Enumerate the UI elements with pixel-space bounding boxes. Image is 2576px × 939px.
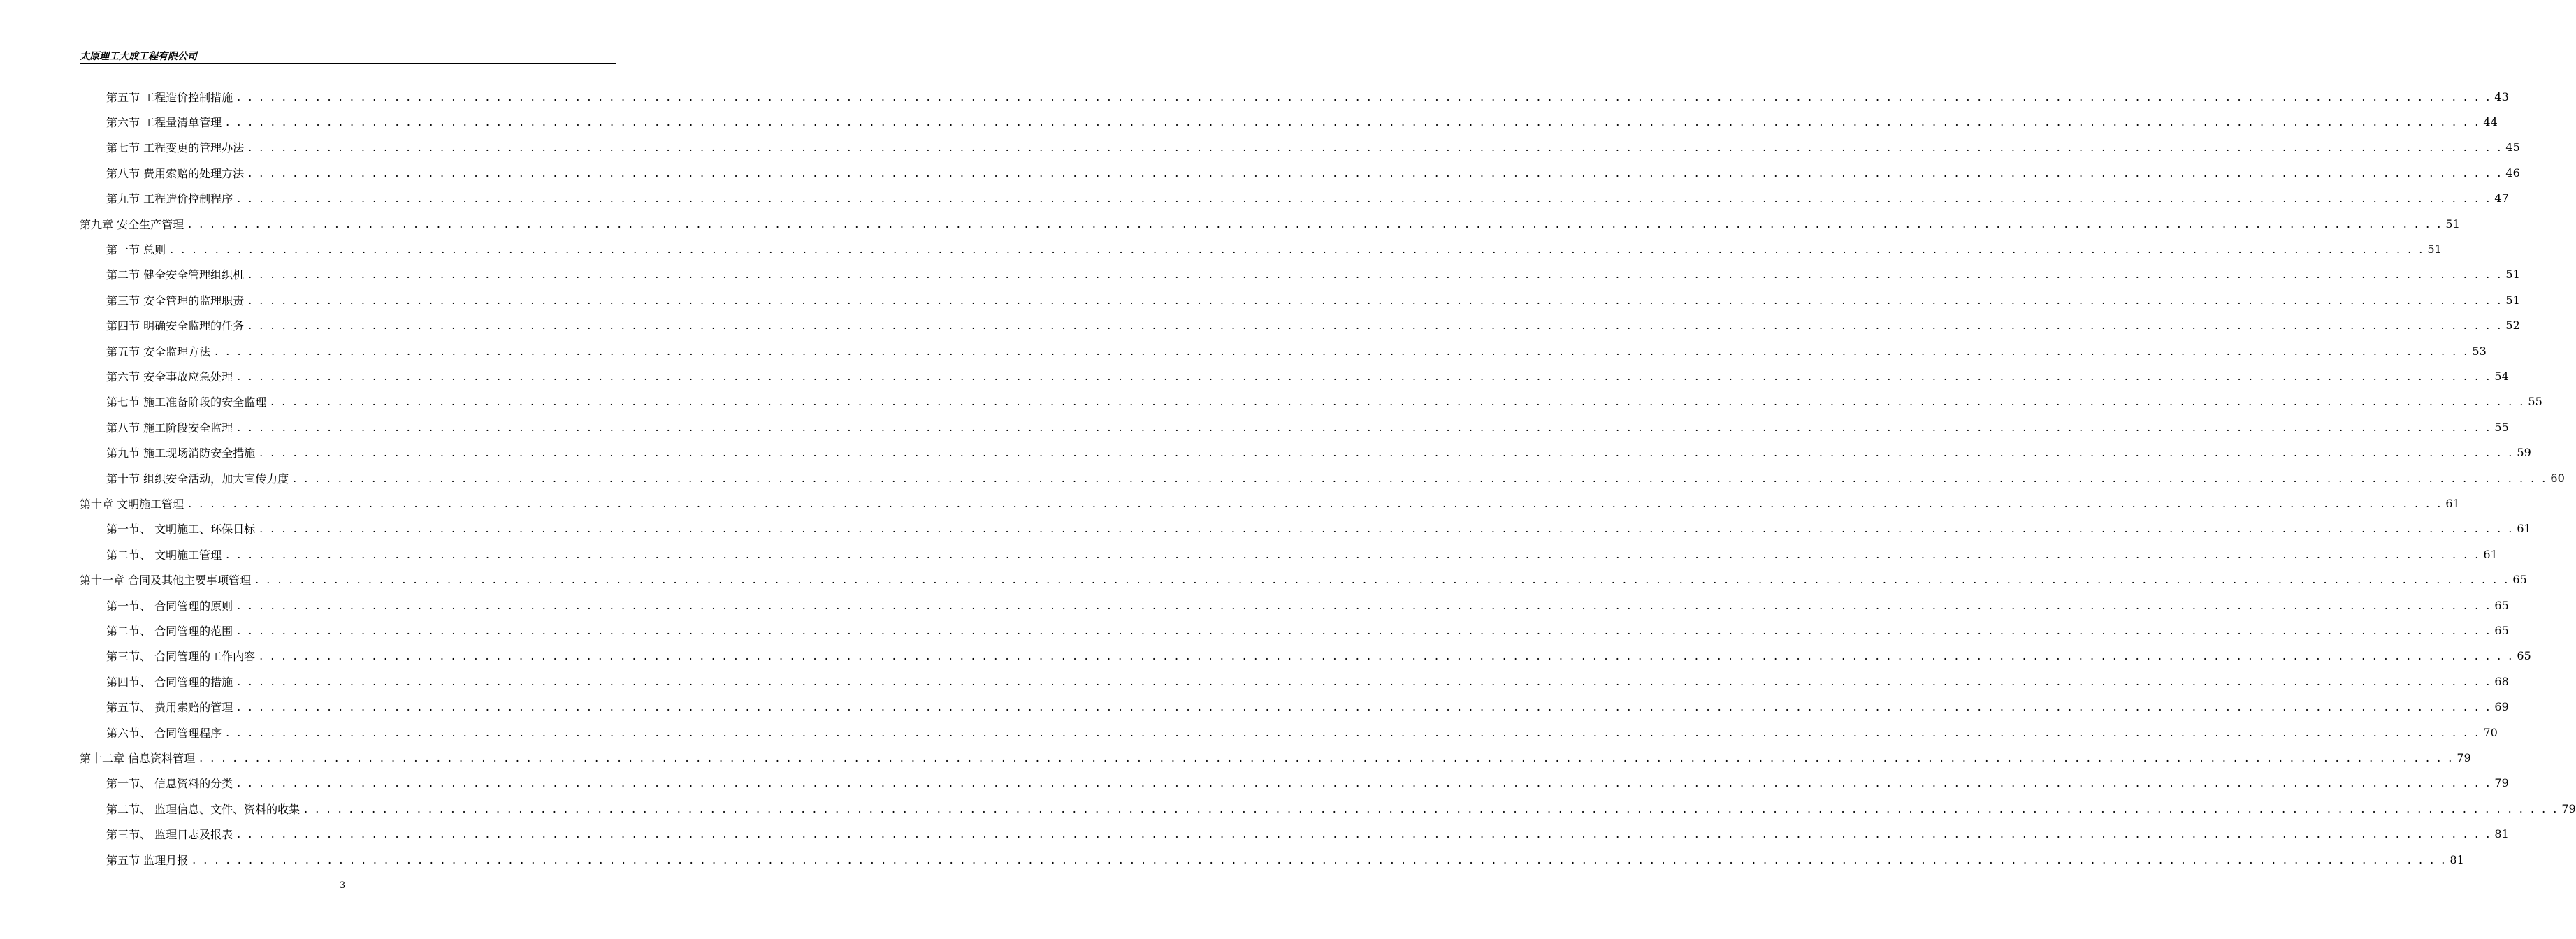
toc-entry[interactable]	[106, 236, 2442, 261]
toc-entry-page: 55	[2528, 395, 2542, 409]
toc-entry-title: 第九章 安全生产管理	[80, 217, 184, 231]
toc-entry-title: 第五节 安全监理方法	[106, 344, 211, 358]
toc-entry-title: 第一节、 合同管理的原则	[106, 599, 233, 613]
toc-entry-page: 47	[2494, 191, 2509, 205]
toc-entry-page: 59	[2517, 446, 2531, 460]
header-company-name: 太原理工大成工程有限公司	[80, 51, 197, 62]
toc-entry-page: 79	[2561, 801, 2576, 815]
toc-entry-page: 68	[2494, 674, 2509, 688]
toc-entry[interactable]	[106, 771, 2509, 796]
toc-entry-page: 55	[2494, 420, 2509, 434]
toc-entry-title: 第四节 明确安全监理的任务	[106, 319, 245, 333]
toc-entry-page: 51	[2505, 268, 2520, 282]
toc-entry-page: 46	[2505, 166, 2520, 180]
toc-entry[interactable]	[106, 186, 2509, 211]
toc-dot-leader: . . . . . . . . . . . . . . . . . . . . . . . . . . . . . . . . . . . . . . . . . . . . . . . . . . . . . . . . . . . . . . . . . . . . . . . . . . . . . . . . . . . . . . . . . . . . . . . . . . . . . . . . . . . . . . . . . . . . . . . . . . . . . . . . . . . . . . . . . . . . . . . . . . . . . . . . . . . . . . . . . . . . . . . . . . . . . . . . . . . . . . . . . . . . . . . . . . . . . . . .	[248, 140, 2503, 154]
toc-entry-title: 第九节 工程造价控制程序	[106, 192, 233, 206]
header-divider	[80, 63, 616, 64]
toc-entry[interactable]	[106, 313, 2520, 338]
toc-entry-title: 第五节 工程造价控制措施	[106, 90, 233, 104]
toc-dot-leader: . . . . . . . . . . . . . . . . . . . . . . . . . . . . . . . . . . . . . . . . . . . . . . . . . . . . . . . . . . . . . . . . . . . . . . . . . . . . . . . . . . . . . . . . . . . . . . . . . . . . . . . . . . . . . . . . . . . . . . . . . . . . . . . . . . . . . . . . . . . . . . . . . . . . . . . . . . . . . . . . . . . . . . . . . . . . . . . . . . . . . . . . . . . . . . . . . . . . . . . .	[237, 89, 2492, 103]
toc-dot-leader: . . . . . . . . . . . . . . . . . . . . . . . . . . . . . . . . . . . . . . . . . . . . . . . . . . . . . . . . . . . . . . . . . . . . . . . . . . . . . . . . . . . . . . . . . . . . . . . . . . . . . . . . . . . . . . . . . . . . . . . . . . . . . . . . . . . . . . . . . . . . . . . . . . . . . . . . . . . . . . . . . . . . . . . . . . . . . . . . . . . . . . . . . . . . . . . . . . . . . . . .	[226, 725, 2481, 739]
toc-entry-title: 第八节 施工阶段安全监理	[106, 421, 233, 435]
toc-entry-page: 79	[2456, 750, 2471, 764]
toc-entry-page: 81	[2494, 827, 2509, 841]
toc-dot-leader: . . . . . . . . . . . . . . . . . . . . . . . . . . . . . . . . . . . . . . . . . . . . . . . . . . . . . . . . . . . . . . . . . . . . . . . . . . . . . . . . . . . . . . . . . . . . . . . . . . . . . . . . . . . . . . . . . . . . . . . . . . . . . . . . . . . . . . . . . . . . . . . . . . . . . . . . . . . . . . . . . . . . . . . . . . . . . . . . . . . . . . . . . . . . . . . . . . . . . . . .	[215, 344, 2470, 358]
toc-entry-title: 第十节 组织安全活动，加大宣传力度	[106, 472, 289, 486]
toc-dot-leader: . . . . . . . . . . . . . . . . . . . . . . . . . . . . . . . . . . . . . . . . . . . . . . . . . . . . . . . . . . . . . . . . . . . . . . . . . . . . . . . . . . . . . . . . . . . . . . . . . . . . . . . . . . . . . . . . . . . . . . . . . . . . . . . . . . . . . . . . . . . . . . . . . . . . . . . . . . . . . . . . . . . . . . . . . . . . . . . . . . . . . . . . . . . . . . . . . . . . . . . .	[237, 700, 2492, 714]
toc-dot-leader: . . . . . . . . . . . . . . . . . . . . . . . . . . . . . . . . . . . . . . . . . . . . . . . . . . . . . . . . . . . . . . . . . . . . . . . . . . . . . . . . . . . . . . . . . . . . . . . . . . . . . . . . . . . . . . . . . . . . . . . . . . . . . . . . . . . . . . . . . . . . . . . . . . . . . . . . . . . . . . . . . . . . . . . . . . . . . . . . . . . . . . . . . . . . . . . . . . . . . . . .	[237, 623, 2492, 637]
toc-entry-title: 第二节、 合同管理的范围	[106, 624, 233, 638]
toc-entry[interactable]	[106, 720, 2498, 745]
toc-entry-title: 第一节 总则	[106, 242, 166, 256]
toc-dot-leader: . . . . . . . . . . . . . . . . . . . . . . . . . . . . . . . . . . . . . . . . . . . . . . . . . . . . . . . . . . . . . . . . . . . . . . . . . . . . . . . . . . . . . . . . . . . . . . . . . . . . . . . . . . . . . . . . . . . . . . . . . . . . . . . . . . . . . . . . . . . . . . . . . . . . . . . . . . . . . . . . . . . . . . . . . . . . . . . . . . . . . . . . . . . . . . . . . . . . . . . .	[237, 420, 2492, 434]
toc-entry[interactable]	[106, 643, 2531, 669]
toc-entry-page: 61	[2483, 547, 2498, 561]
toc-entry-title: 第九节 施工现场消防安全措施	[106, 446, 256, 460]
toc-entry-title: 第一节、 文明施工、环保目标	[106, 523, 256, 537]
toc-dot-leader: . . . . . . . . . . . . . . . . . . . . . . . . . . . . . . . . . . . . . . . . . . . . . . . . . . . . . . . . . . . . . . . . . . . . . . . . . . . . . . . . . . . . . . . . . . . . . . . . . . . . . . . . . . . . . . . . . . . . . . . . . . . . . . . . . . . . . . . . . . . . . . . . . . . . . . . . . . . . . . . . . . . . . . . . . . . . . . . . . . . . . . . . . . . . . . . . . . . . . . . .	[248, 166, 2503, 180]
toc-entry-page: 53	[2472, 344, 2487, 358]
toc-entry-page: 43	[2494, 89, 2509, 103]
toc-entry-page: 51	[2445, 217, 2460, 231]
toc-entry[interactable]	[106, 363, 2509, 388]
toc-entry[interactable]	[106, 592, 2509, 618]
toc-entry[interactable]	[106, 541, 2498, 567]
toc-entry-page: 65	[2494, 623, 2509, 637]
toc-entry-page: 45	[2505, 140, 2520, 154]
toc-dot-leader: . . . . . . . . . . . . . . . . . . . . . . . . . . . . . . . . . . . . . . . . . . . . . . . . . . . . . . . . . . . . . . . . . . . . . . . . . . . . . . . . . . . . . . . . . . . . . . . . . . . . . . . . . . . . . . . . . . . . . . . . . . . . . . . . . . . . . . . . . . . . . . . . . . . . . . . . . . . . . . . . . . . . . . . . . . . . . . . . . . . . . . . . . . . . . . . . . . . . . . . .	[226, 547, 2481, 561]
toc-dot-leader: . . . . . . . . . . . . . . . . . . . . . . . . . . . . . . . . . . . . . . . . . . . . . . . . . . . . . . . . . . . . . . . . . . . . . . . . . . . . . . . . . . . . . . . . . . . . . . . . . . . . . . . . . . . . . . . . . . . . . . . . . . . . . . . . . . . . . . . . . . . . . . . . . . . . . . . . . . . . . . . . . . . . . . . . . . . . . . . . . . . . . . . . . . . . . . . . . . . . . . . .	[192, 852, 2447, 866]
toc-entry-page: 60	[2550, 471, 2565, 485]
toc-dot-leader: . . . . . . . . . . . . . . . . . . . . . . . . . . . . . . . . . . . . . . . . . . . . . . . . . . . . . . . . . . . . . . . . . . . . . . . . . . . . . . . . . . . . . . . . . . . . . . . . . . . . . . . . . . . . . . . . . . . . . . . . . . . . . . . . . . . . . . . . . . . . . . . . . . . . . . . . . . . . . . . . . . . . . . . . . . . . . . . . . . . . . . . . . . . . . . . . . . . . . . . .	[304, 801, 2559, 815]
toc-entry-title: 第三节、 监理日志及报表	[106, 828, 233, 842]
toc-entry[interactable]	[106, 669, 2509, 694]
toc-entry-title: 第十章 文明施工管理	[80, 497, 184, 511]
toc-entry-page: 70	[2483, 725, 2498, 739]
toc-entry-title: 第六节、 合同管理程序	[106, 726, 222, 740]
toc-entry[interactable]	[106, 440, 2531, 465]
toc-entry-title: 第七节 工程变更的管理办法	[106, 141, 245, 155]
toc-entry-title: 第十二章 信息资料管理	[80, 751, 196, 765]
toc-entry-title: 第三节、 合同管理的工作内容	[106, 650, 256, 664]
toc-dot-leader: . . . . . . . . . . . . . . . . . . . . . . . . . . . . . . . . . . . . . . . . . . . . . . . . . . . . . . . . . . . . . . . . . . . . . . . . . . . . . . . . . . . . . . . . . . . . . . . . . . . . . . . . . . . . . . . . . . . . . . . . . . . . . . . . . . . . . . . . . . . . . . . . . . . . . . . . . . . . . . . . . . . . . . . . . . . . . . . . . . . . . . . . . . . . . . . . . . . . . . . .	[188, 217, 2443, 231]
toc-entry[interactable]	[80, 490, 2460, 516]
toc-entry-page: 65	[2494, 598, 2509, 612]
toc-entry[interactable]	[106, 389, 2542, 414]
toc-dot-leader: . . . . . . . . . . . . . . . . . . . . . . . . . . . . . . . . . . . . . . . . . . . . . . . . . . . . . . . . . . . . . . . . . . . . . . . . . . . . . . . . . . . . . . . . . . . . . . . . . . . . . . . . . . . . . . . . . . . . . . . . . . . . . . . . . . . . . . . . . . . . . . . . . . . . . . . . . . . . . . . . . . . . . . . . . . . . . . . . . . . . . . . . . . . . . . . . . . . . . . . .	[237, 598, 2492, 612]
toc-dot-leader: . . . . . . . . . . . . . . . . . . . . . . . . . . . . . . . . . . . . . . . . . . . . . . . . . . . . . . . . . . . . . . . . . . . . . . . . . . . . . . . . . . . . . . . . . . . . . . . . . . . . . . . . . . . . . . . . . . . . . . . . . . . . . . . . . . . . . . . . . . . . . . . . . . . . . . . . . . . . . . . . . . . . . . . . . . . . . . . . . . . . . . . . . . . . . . . . . . . . . . . .	[293, 471, 2548, 485]
toc-entry[interactable]	[80, 211, 2460, 236]
toc-dot-leader: . . . . . . . . . . . . . . . . . . . . . . . . . . . . . . . . . . . . . . . . . . . . . . . . . . . . . . . . . . . . . . . . . . . . . . . . . . . . . . . . . . . . . . . . . . . . . . . . . . . . . . . . . . . . . . . . . . . . . . . . . . . . . . . . . . . . . . . . . . . . . . . . . . . . . . . . . . . . . . . . . . . . . . . . . . . . . . . . . . . . . . . . . . . . . . . . . . . . . . . .	[248, 268, 2503, 282]
toc-dot-leader: . . . . . . . . . . . . . . . . . . . . . . . . . . . . . . . . . . . . . . . . . . . . . . . . . . . . . . . . . . . . . . . . . . . . . . . . . . . . . . . . . . . . . . . . . . . . . . . . . . . . . . . . . . . . . . . . . . . . . . . . . . . . . . . . . . . . . . . . . . . . . . . . . . . . . . . . . . . . . . . . . . . . . . . . . . . . . . . . . . . . . . . . . . . . . . . . . . . . . . . .	[237, 827, 2492, 841]
toc-entry[interactable]	[106, 822, 2509, 847]
page-number: 3	[339, 880, 346, 891]
toc-entry-page: 44	[2483, 115, 2498, 129]
toc-entry[interactable]	[106, 465, 2565, 490]
toc-entry-title: 第八节 费用索赔的处理方法	[106, 166, 245, 180]
toc-entry[interactable]	[106, 84, 2509, 109]
toc-entry-title: 第六节 工程量清单管理	[106, 115, 222, 129]
toc-entry-title: 第二节 健全安全管理组织机	[106, 268, 245, 282]
toc-dot-leader: . . . . . . . . . . . . . . . . . . . . . . . . . . . . . . . . . . . . . . . . . . . . . . . . . . . . . . . . . . . . . . . . . . . . . . . . . . . . . . . . . . . . . . . . . . . . . . . . . . . . . . . . . . . . . . . . . . . . . . . . . . . . . . . . . . . . . . . . . . . . . . . . . . . . . . . . . . . . . . . . . . . . . . . . . . . . . . . . . . . . . . . . . . . . . . . . . . . . . . . .	[237, 191, 2492, 205]
toc-entry-title: 第七节 施工准备阶段的安全监理	[106, 395, 267, 409]
toc-dot-leader: . . . . . . . . . . . . . . . . . . . . . . . . . . . . . . . . . . . . . . . . . . . . . . . . . . . . . . . . . . . . . . . . . . . . . . . . . . . . . . . . . . . . . . . . . . . . . . . . . . . . . . . . . . . . . . . . . . . . . . . . . . . . . . . . . . . . . . . . . . . . . . . . . . . . . . . . . . . . . . . . . . . . . . . . . . . . . . . . . . . . . . . . . . . . . . . . . . . . . . . .	[259, 522, 2515, 536]
toc-entry-page: 79	[2494, 776, 2509, 790]
toc-entry-page: 61	[2445, 496, 2460, 510]
toc-dot-leader: . . . . . . . . . . . . . . . . . . . . . . . . . . . . . . . . . . . . . . . . . . . . . . . . . . . . . . . . . . . . . . . . . . . . . . . . . . . . . . . . . . . . . . . . . . . . . . . . . . . . . . . . . . . . . . . . . . . . . . . . . . . . . . . . . . . . . . . . . . . . . . . . . . . . . . . . . . . . . . . . . . . . . . . . . . . . . . . . . . . . . . . . . . . . . . . . . . . . . . . .	[188, 496, 2443, 510]
toc-entry-page: 54	[2494, 369, 2509, 383]
toc-entry[interactable]	[106, 516, 2531, 541]
toc-entry[interactable]	[106, 160, 2520, 185]
toc-entry-title: 第五节、 费用索赔的管理	[106, 701, 233, 715]
toc-dot-leader: . . . . . . . . . . . . . . . . . . . . . . . . . . . . . . . . . . . . . . . . . . . . . . . . . . . . . . . . . . . . . . . . . . . . . . . . . . . . . . . . . . . . . . . . . . . . . . . . . . . . . . . . . . . . . . . . . . . . . . . . . . . . . . . . . . . . . . . . . . . . . . . . . . . . . . . . . . . . . . . . . . . . . . . . . . . . . . . . . . . . . . . . . . . . . . . . . . . . . . . .	[255, 573, 2510, 587]
toc-entry-title: 第十一章 合同及其他主要事项管理	[80, 574, 252, 588]
toc-entry-title: 第二节、 文明施工管理	[106, 548, 222, 562]
toc-entry-page: 51	[2427, 242, 2442, 256]
toc-entry[interactable]	[106, 694, 2509, 720]
toc-entry[interactable]	[106, 135, 2520, 160]
toc-dot-leader: . . . . . . . . . . . . . . . . . . . . . . . . . . . . . . . . . . . . . . . . . . . . . . . . . . . . . . . . . . . . . . . . . . . . . . . . . . . . . . . . . . . . . . . . . . . . . . . . . . . . . . . . . . . . . . . . . . . . . . . . . . . . . . . . . . . . . . . . . . . . . . . . . . . . . . . . . . . . . . . . . . . . . . . . . . . . . . . . . . . . . . . . . . . . . . . . . . . . . . . .	[237, 674, 2492, 688]
toc-entry-title: 第三节 安全管理的监理职责	[106, 293, 245, 307]
toc-dot-leader: . . . . . . . . . . . . . . . . . . . . . . . . . . . . . . . . . . . . . . . . . . . . . . . . . . . . . . . . . . . . . . . . . . . . . . . . . . . . . . . . . . . . . . . . . . . . . . . . . . . . . . . . . . . . . . . . . . . . . . . . . . . . . . . . . . . . . . . . . . . . . . . . . . . . . . . . . . . . . . . . . . . . . . . . . . . . . . . . . . . . . . . . . . . . . . . . . . . . . . . .	[170, 242, 2425, 256]
toc-entry[interactable]	[80, 567, 2527, 592]
toc-entry-title: 第五节 监理月报	[106, 853, 189, 867]
toc-entry[interactable]	[106, 414, 2509, 439]
toc-entry-page: 52	[2505, 319, 2520, 333]
toc-entry-title: 第四节、 合同管理的措施	[106, 675, 233, 689]
toc-entry-page: 69	[2494, 700, 2509, 714]
toc-entry-page: 65	[2512, 573, 2527, 587]
toc-entry-title: 第六节 安全事故应急处理	[106, 370, 233, 384]
toc-entry[interactable]	[106, 262, 2520, 287]
toc-entry[interactable]	[106, 109, 2498, 134]
toc-dot-leader: . . . . . . . . . . . . . . . . . . . . . . . . . . . . . . . . . . . . . . . . . . . . . . . . . . . . . . . . . . . . . . . . . . . . . . . . . . . . . . . . . . . . . . . . . . . . . . . . . . . . . . . . . . . . . . . . . . . . . . . . . . . . . . . . . . . . . . . . . . . . . . . . . . . . . . . . . . . . . . . . . . . . . . . . . . . . . . . . . . . . . . . . . . . . . . . . . . . . . . . .	[237, 776, 2492, 790]
toc-entry[interactable]	[106, 338, 2487, 363]
toc-entry[interactable]	[106, 618, 2509, 643]
toc-dot-leader: . . . . . . . . . . . . . . . . . . . . . . . . . . . . . . . . . . . . . . . . . . . . . . . . . . . . . . . . . . . . . . . . . . . . . . . . . . . . . . . . . . . . . . . . . . . . . . . . . . . . . . . . . . . . . . . . . . . . . . . . . . . . . . . . . . . . . . . . . . . . . . . . . . . . . . . . . . . . . . . . . . . . . . . . . . . . . . . . . . . . . . . . . . . . . . . . . . . . . . . .	[259, 446, 2515, 460]
toc-dot-leader: . . . . . . . . . . . . . . . . . . . . . . . . . . . . . . . . . . . . . . . . . . . . . . . . . . . . . . . . . . . . . . . . . . . . . . . . . . . . . . . . . . . . . . . . . . . . . . . . . . . . . . . . . . . . . . . . . . . . . . . . . . . . . . . . . . . . . . . . . . . . . . . . . . . . . . . . . . . . . . . . . . . . . . . . . . . . . . . . . . . . . . . . . . . . . . . . . . . . . . . .	[199, 750, 2454, 764]
toc-dot-leader: . . . . . . . . . . . . . . . . . . . . . . . . . . . . . . . . . . . . . . . . . . . . . . . . . . . . . . . . . . . . . . . . . . . . . . . . . . . . . . . . . . . . . . . . . . . . . . . . . . . . . . . . . . . . . . . . . . . . . . . . . . . . . . . . . . . . . . . . . . . . . . . . . . . . . . . . . . . . . . . . . . . . . . . . . . . . . . . . . . . . . . . . . . . . . . . . . . . . . . . .	[259, 649, 2515, 663]
toc-dot-leader: . . . . . . . . . . . . . . . . . . . . . . . . . . . . . . . . . . . . . . . . . . . . . . . . . . . . . . . . . . . . . . . . . . . . . . . . . . . . . . . . . . . . . . . . . . . . . . . . . . . . . . . . . . . . . . . . . . . . . . . . . . . . . . . . . . . . . . . . . . . . . . . . . . . . . . . . . . . . . . . . . . . . . . . . . . . . . . . . . . . . . . . . . . . . . . . . . . . . . . . .	[248, 293, 2503, 307]
toc-entry-page: 61	[2517, 522, 2531, 536]
toc-entry[interactable]	[106, 847, 2464, 872]
toc-dot-leader: . . . . . . . . . . . . . . . . . . . . . . . . . . . . . . . . . . . . . . . . . . . . . . . . . . . . . . . . . . . . . . . . . . . . . . . . . . . . . . . . . . . . . . . . . . . . . . . . . . . . . . . . . . . . . . . . . . . . . . . . . . . . . . . . . . . . . . . . . . . . . . . . . . . . . . . . . . . . . . . . . . . . . . . . . . . . . . . . . . . . . . . . . . . . . . . . . . . . . . . .	[270, 395, 2526, 409]
toc-entry-title: 第二节、 监理信息、文件、资料的收集	[106, 802, 301, 816]
toc-entry-title: 第一节、 信息资料的分类	[106, 777, 233, 791]
toc-dot-leader: . . . . . . . . . . . . . . . . . . . . . . . . . . . . . . . . . . . . . . . . . . . . . . . . . . . . . . . . . . . . . . . . . . . . . . . . . . . . . . . . . . . . . . . . . . . . . . . . . . . . . . . . . . . . . . . . . . . . . . . . . . . . . . . . . . . . . . . . . . . . . . . . . . . . . . . . . . . . . . . . . . . . . . . . . . . . . . . . . . . . . . . . . . . . . . . . . . . . . . . .	[248, 319, 2503, 333]
toc-dot-leader: . . . . . . . . . . . . . . . . . . . . . . . . . . . . . . . . . . . . . . . . . . . . . . . . . . . . . . . . . . . . . . . . . . . . . . . . . . . . . . . . . . . . . . . . . . . . . . . . . . . . . . . . . . . . . . . . . . . . . . . . . . . . . . . . . . . . . . . . . . . . . . . . . . . . . . . . . . . . . . . . . . . . . . . . . . . . . . . . . . . . . . . . . . . . . . . . . . . . . . . .	[226, 115, 2481, 129]
toc-entry[interactable]	[106, 287, 2520, 312]
toc-entry-page: 51	[2505, 293, 2520, 307]
toc-entry-page: 81	[2450, 852, 2464, 866]
toc-entry-page: 65	[2517, 649, 2531, 663]
toc-entry[interactable]	[106, 796, 2576, 821]
toc-entry[interactable]	[80, 745, 2471, 770]
toc-dot-leader: . . . . . . . . . . . . . . . . . . . . . . . . . . . . . . . . . . . . . . . . . . . . . . . . . . . . . . . . . . . . . . . . . . . . . . . . . . . . . . . . . . . . . . . . . . . . . . . . . . . . . . . . . . . . . . . . . . . . . . . . . . . . . . . . . . . . . . . . . . . . . . . . . . . . . . . . . . . . . . . . . . . . . . . . . . . . . . . . . . . . . . . . . . . . . . . . . . . . . . . .	[237, 369, 2492, 383]
